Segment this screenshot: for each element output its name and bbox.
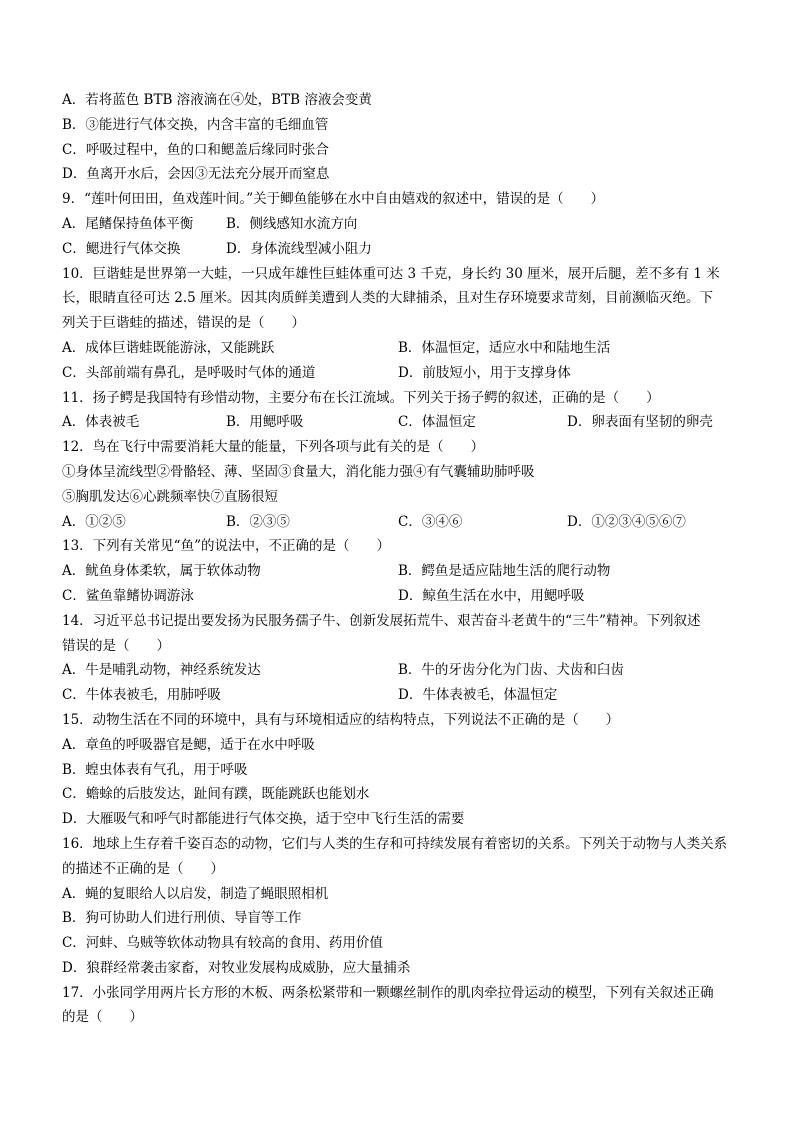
q8-option-d: D．鱼离开水后，会因③无法充分展开而窒息 [62, 166, 330, 183]
q10-options-row2 [62, 361, 742, 386]
q16-stem-line1: 16．地球上生存着千姿百态的动物，它们与人类的生存和可持续发展有着密切的关系。下列关于动物与人类关系 [62, 835, 728, 852]
q12-items-line2: ⑤胸肌发达⑥心跳频率快⑦直肠很短 [62, 488, 278, 505]
q10-stem-line3: 列关于巨谐蛙的描述，错误的是（ ） [62, 315, 305, 332]
q11-stem: 11．扬子鳄是我国特有珍惜动物，主要分布在长江流域。下列关于扬子鳄的叙述，正确的是（ ） [62, 389, 660, 406]
q11-option-a: A．体表被毛 [62, 414, 140, 431]
q11-option-d: D．卵表面有坚韧的卵壳 [567, 414, 713, 431]
q14-option-d: D．牛体表被毛，体温恒定 [398, 687, 558, 704]
q9-option-c: C．鳃进行气体交换 [62, 240, 181, 257]
q9-options-row1 [62, 212, 742, 237]
q10-option-b: B．体温恒定，适应水中和陆地生活 [398, 339, 611, 356]
q12-option-d: D．①②③④⑤⑥⑦ [567, 513, 686, 530]
q16-option-b: B．狗可协助人们进行刑侦、导盲等工作 [62, 910, 302, 927]
q12-options-row [62, 510, 742, 535]
q15-option-b: B．蝗虫体表有气孔，用于呼吸 [62, 761, 248, 778]
q16-stem-line2: 的描述不正确的是（ ） [62, 860, 224, 877]
q15-option-d: D．大雁吸气和呼气时都能进行气体交换，适于空中飞行生活的需要 [62, 811, 465, 828]
q10-option-a: A．成体巨谐蛙既能游泳，又能跳跃 [62, 339, 275, 356]
q13-stem: 13．下列有关常见“鱼”的说法中，不正确的是（ ） [62, 538, 390, 555]
q9-stem: 9．“莲叶何田田，鱼戏莲叶间。”关于鲫鱼能够在水中自由嬉戏的叙述中，错误的是（ ） [62, 191, 605, 208]
q13-option-d: D．鲸鱼生活在水中，用鳃呼吸 [398, 587, 585, 604]
q14-option-c: C．牛体表被毛，用肺呼吸 [62, 687, 221, 704]
q14-option-a: A．牛是哺乳动物，神经系统发达 [62, 662, 261, 679]
q8-option-a: A．若将蓝色 BTB 溶液滴在④处，BTB 溶液会变黄 [62, 92, 372, 108]
q15-stem: 15．动物生活在不同的环境中，具有与环境相适应的结构特点，下列说法不正确的是（ ） [62, 711, 620, 728]
q10-options-row1 [62, 336, 742, 361]
q14-options-row1 [62, 658, 742, 683]
q9-option-a: A．尾鳍保持鱼体平衡 [62, 215, 194, 232]
q12-option-b: B．②③⑤ [226, 513, 290, 530]
q15-option-a: A．章鱼的呼吸器官是鳃，适于在水中呼吸 [62, 736, 315, 753]
q17-stem-line2: 的是（ ） [62, 1009, 143, 1026]
q16-option-a: A．蝇的复眼给人以启发，制造了蝇眼照相机 [62, 885, 329, 902]
q13-option-a: A．鱿鱼身体柔软，属于软体动物 [62, 563, 261, 580]
q10-stem-line2: 长，眼睛直径可达 2.5 厘米。因其肉质鲜美遭到人类的大肆捕杀，且对生存环境要求苛刻，目前濒临灭绝。下 [62, 290, 714, 307]
q12-stem: 12．鸟在飞行中需要消耗大量的能量，下列各项与此有关的是（ ） [62, 439, 485, 456]
q14-stem-line2: 错误的是（ ） [62, 637, 170, 654]
q13-options-row2 [62, 584, 742, 609]
q10-option-d: D．前肢短小，用于支撑身体 [398, 364, 571, 381]
q9-option-b: B．侧线感知水流方向 [226, 215, 358, 232]
q14-options-row2 [62, 683, 742, 708]
q11-option-c: C．体温恒定 [398, 414, 476, 431]
q10-stem-line1: 10．巨谐蛙是世界第一大蛙，一只成年雄性巨蛙体重可达 3 千克，身长约 30 厘米，展开后腿，差不多有 1 米 [62, 265, 720, 282]
q12-option-c: C．③④⑥ [398, 513, 463, 530]
q17-stem-line1: 17．小张同学用两片长方形的木板、两条松紧带和一颗螺丝制作的肌肉牵拉骨运动的模型，下列有关叙述正确 [62, 984, 714, 1001]
q8-option-b: B．③能进行气体交换，内含丰富的毛细血管 [62, 116, 329, 133]
q11-option-b: B．用鳃呼吸 [226, 414, 304, 431]
q11-options-row [62, 410, 742, 435]
exam-page [62, 88, 742, 1030]
q14-stem-line1: 14．习近平总书记提出要发扬为民服务孺子牛、创新发展拓荒牛、艰苦奋斗老黄牛的“三牛”精神。下列叙述 [62, 612, 701, 629]
q16-option-d: D．狼群经常袭击家畜，对牧业发展构成威胁，应大量捕杀 [62, 959, 411, 976]
q13-option-b: B．鳄鱼是适应陆地生活的爬行动物 [398, 563, 611, 580]
q13-options-row1 [62, 559, 742, 584]
q14-option-b: B．牛的牙齿分化为门齿、犬齿和臼齿 [398, 662, 624, 679]
q12-option-a: A．①②⑤ [62, 513, 126, 530]
q10-option-c: C．头部前端有鼻孔，是呼吸时气体的通道 [62, 364, 316, 381]
q13-option-c: C．鲨鱼靠鳍协调游泳 [62, 587, 194, 604]
q9-option-d: D．身体流线型减小阻力 [226, 240, 372, 257]
q16-option-c: C．河蚌、乌贼等软体动物具有较高的食用、药用价值 [62, 935, 383, 952]
q12-items-line1: ①身体呈流线型②骨骼轻、薄、坚固③食量大，消化能力强④有气囊辅助肺呼吸 [62, 463, 535, 480]
q15-option-c: C．蟾蜍的后肢发达，趾间有蹼，既能跳跃也能划水 [62, 786, 370, 803]
q9-options-row2 [62, 237, 742, 262]
q8-option-c: C．呼吸过程中，鱼的口和鳃盖后缘同时张合 [62, 141, 329, 158]
